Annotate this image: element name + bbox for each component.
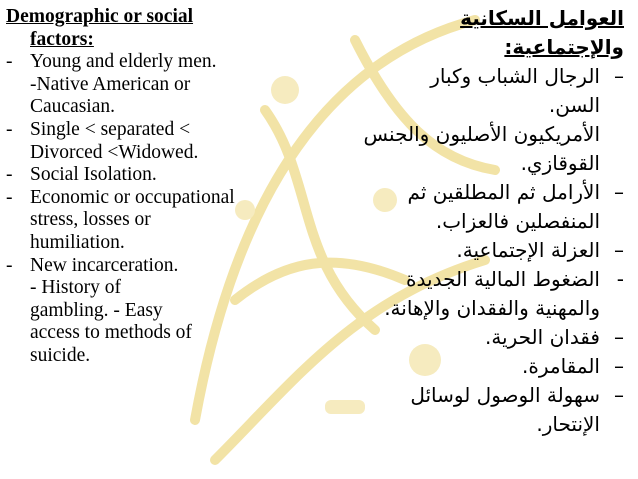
english-heading (6, 6, 298, 51)
arabic-list-item-line: السن. (548, 93, 600, 117)
english-list-item-line: access to methods of (30, 322, 192, 344)
arabic-list-item (324, 323, 624, 352)
english-heading-line-2: factors: (30, 28, 94, 50)
english-list-item-line: New incarceration. (30, 254, 179, 276)
bullet-dash: – (614, 238, 624, 262)
arabic-list-item (324, 178, 624, 236)
english-list-item-line: suicide. (30, 344, 91, 366)
arabic-list-item-line: الأمريكيون الأصليون والجنس (363, 122, 600, 146)
english-list-item (6, 187, 298, 255)
bullet-dash: - (6, 118, 13, 140)
arabic-heading-line-2: والإجتماعية: (504, 35, 624, 59)
bullet-dash: – (614, 180, 624, 204)
english-list-item-line: stress, losses or (30, 209, 151, 231)
arabic-list-item-line: الرجال الشباب وكبار (430, 64, 600, 88)
arabic-list-item-line: والمهنية والفقدان والإهانة. (384, 296, 600, 320)
english-list (6, 51, 298, 367)
arabic-heading-line-1: العوامل السكانية (460, 6, 624, 30)
arabic-list-item-line: المنفصلين فالعزاب. (435, 209, 600, 233)
arabic-column (324, 4, 624, 439)
arabic-list-item (324, 236, 624, 265)
arabic-list-item-line: المقامرة. (521, 354, 600, 378)
arabic-list-item (324, 381, 624, 439)
bullet-dash: - (616, 267, 624, 291)
bullet-dash: - (6, 164, 13, 186)
english-list-item (6, 255, 298, 368)
english-heading-line-1: Demographic or social (6, 6, 194, 27)
english-list-item-line: Young and elderly men. (30, 51, 217, 73)
english-list-item-line: Single < separated < (30, 118, 191, 140)
bullet-dash: – (614, 64, 624, 88)
english-list-item-line: Economic or occupational (30, 186, 235, 208)
arabic-list (324, 62, 624, 439)
bullet-dash: – (614, 325, 624, 349)
english-list-item-line: Caucasian. (30, 96, 116, 118)
bullet-dash: - (6, 186, 13, 208)
arabic-list-item-line: الأرامل ثم المطلقين ثم (407, 180, 600, 204)
arabic-list-item-line: فقدان الحرية. (484, 325, 600, 349)
arabic-list-item-line: القوقازي. (520, 151, 600, 175)
bullet-dash: – (614, 383, 624, 407)
arabic-list-item (324, 352, 624, 381)
arabic-list-item-line: سهولة الوصول لوسائل (410, 383, 600, 407)
arabic-list-item (324, 265, 624, 323)
arabic-list-item-line: الإنتحار. (536, 412, 600, 436)
english-list-item (6, 119, 298, 164)
arabic-list-item-line: العزلة الإجتماعية. (456, 238, 600, 262)
bullet-dash: - (6, 254, 13, 276)
bullet-dash: – (614, 354, 624, 378)
bullet-dash: - (6, 51, 13, 73)
english-list-item (6, 51, 298, 119)
english-list-item-line: - History of (30, 277, 121, 299)
arabic-list-item (324, 62, 624, 178)
english-column (6, 6, 298, 368)
english-list-item-line: humiliation. (30, 231, 125, 253)
english-list-item-line: Social Isolation. (30, 164, 157, 186)
arabic-list-item-line: الضغوط المالية الجديدة (406, 267, 600, 291)
english-list-item-line: -Native American or (30, 73, 191, 95)
english-list-item (6, 164, 298, 187)
english-list-item-line: gambling. - Easy (30, 299, 163, 321)
english-list-item-line: Divorced <Widowed. (30, 141, 199, 163)
